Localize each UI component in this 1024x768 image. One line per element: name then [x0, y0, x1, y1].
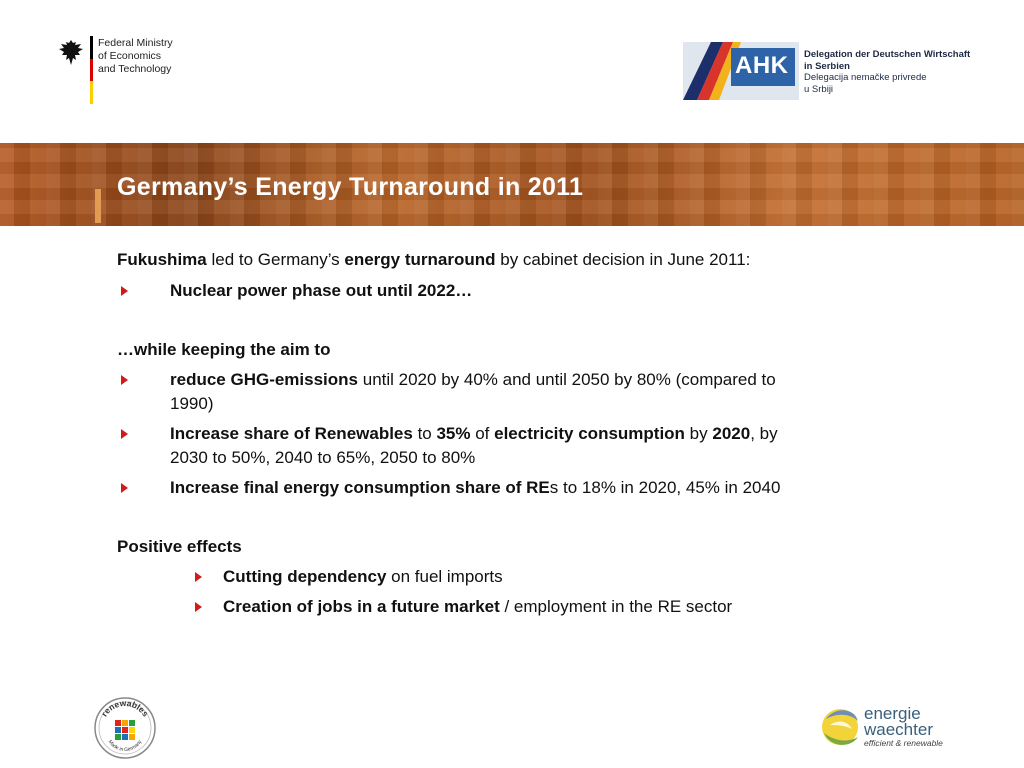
bullet-arrow-icon	[121, 483, 128, 493]
intro-fukushima: Fukushima	[117, 250, 207, 269]
title-band	[0, 143, 1024, 226]
aim-re-text-3: by	[684, 424, 713, 443]
effect-1-text: on fuel imports	[386, 567, 503, 586]
ministry-line-2: of Economics	[98, 50, 162, 62]
ministry-name	[98, 37, 173, 76]
intro-text-1: led to Germany’s	[206, 250, 345, 269]
title-accent-bar	[95, 189, 101, 223]
bullet-arrow-icon	[121, 429, 128, 439]
aim-ghg-bold: reduce GHG-emissions	[170, 370, 359, 389]
nuclear-phase-out-item: Nuclear power phase out until 2022…	[170, 281, 473, 300]
energie-waechter-logo	[820, 703, 980, 753]
effects-heading: Positive effects	[117, 537, 242, 556]
bullet-arrow-icon	[121, 375, 128, 385]
aim-ghg-text: until 2020 by 40% and until 2050 by 80% (compared to	[358, 370, 776, 389]
aim-re-text-1: to	[412, 424, 437, 443]
ministry-line-1: Federal Ministry	[98, 37, 173, 49]
intro-energy-turnaround: energy turnaround	[344, 250, 496, 269]
ahk-logo	[683, 42, 983, 100]
ahk-line-3: Delegacija nemačke privrede	[804, 72, 927, 83]
aim-re-text-4: , by	[750, 424, 778, 443]
aim-final-bold: Increase final energy consumption share of RE	[170, 478, 550, 497]
ahk-line-4: u Srbiji	[804, 83, 834, 95]
intro-line	[117, 248, 750, 272]
slide-title: Germany’s Energy Turnaround in 2011	[117, 173, 584, 201]
bullet-arrow-icon	[195, 602, 202, 612]
renewables-logo-bottom-text: Made in Germany	[106, 739, 144, 754]
effect-1-bold: Cutting dependency	[223, 567, 387, 586]
ew-line-2: waechter	[864, 720, 933, 739]
ahk-line-1: Delegation der Deutschen Wirtschaft	[804, 49, 971, 60]
ahk-mark-text: AHK	[735, 52, 789, 79]
ew-line-3: efficient & renewable	[864, 738, 943, 748]
intro-text-2: by cabinet decision in June 2011:	[495, 250, 751, 269]
aim-item-renewables	[170, 422, 930, 470]
aim-item-ghg	[170, 368, 930, 416]
aim-item-final-energy	[170, 476, 970, 500]
aim-heading: …while keeping the aim to	[117, 340, 331, 359]
energie-waechter-swirl-icon	[820, 703, 862, 751]
ministry-logo	[58, 36, 198, 106]
aim-re-bold-3: electricity consumption	[494, 424, 685, 443]
ahk-line-2: in Serbien	[804, 60, 850, 72]
bullet-arrow-icon	[121, 286, 128, 296]
aim-re-bold-4: 2020	[712, 424, 751, 443]
aim-re-bold-2: 35%	[436, 424, 471, 443]
effect-2-bold: Creation of jobs in a future market	[223, 597, 500, 616]
effect-item-jobs	[223, 595, 732, 619]
federal-eagle-icon	[58, 38, 84, 68]
aim-re-line2: 2030 to 50%, 2040 to 65%, 2050 to 80%	[170, 448, 476, 467]
ahk-mark	[683, 42, 799, 100]
aim-final-text: s to 18% in 2020, 45% in 2040	[549, 478, 781, 497]
ministry-line-3: and Technology	[98, 63, 172, 75]
german-flag-stripe	[90, 36, 93, 104]
effect-2-text: / employment in the RE sector	[499, 597, 733, 616]
ahk-delegation-text	[804, 49, 970, 95]
aim-re-bold-1: Increase share of Renewables	[170, 424, 413, 443]
aim-ghg-line2: 1990)	[170, 394, 214, 413]
renewables-logo	[93, 696, 157, 760]
effect-item-dependency	[223, 565, 503, 589]
ew-line-1: energie	[864, 704, 921, 723]
renewables-logo-top-text: renewables	[99, 697, 151, 719]
bullet-arrow-icon	[195, 572, 202, 582]
aim-re-text-2: of	[470, 424, 495, 443]
